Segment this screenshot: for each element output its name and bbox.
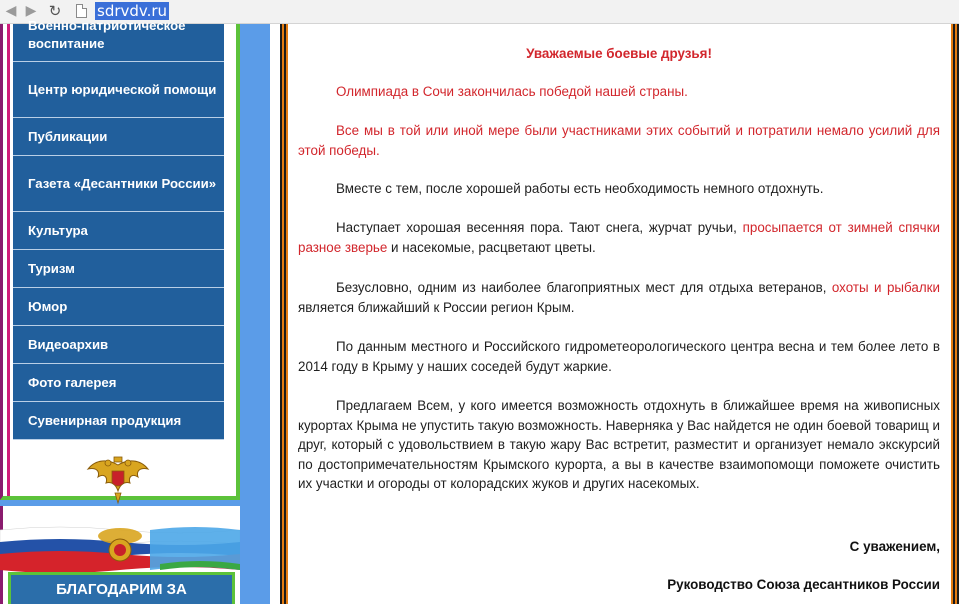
sidebar-item-souvenirs[interactable] bbox=[13, 402, 224, 440]
text-fragment: Наступает хорошая весенняя пора. Тают снега, журчат ручьи, bbox=[336, 220, 743, 235]
signature-author: Руководство Союза десантников России bbox=[667, 577, 940, 592]
airborne-flag-banner bbox=[0, 526, 240, 572]
article-paragraph: Вместе с тем, после хорошей работы есть необходимость немного отдохнуть. bbox=[336, 181, 824, 196]
sidebar-item-culture[interactable] bbox=[13, 212, 224, 250]
article-paragraph: По данным местного и Российского гидрометеорологического центра весна и тем более лето в 2014 году в Крыму у наших соседей будут жаркие. bbox=[298, 339, 940, 374]
sidebar-item-newspaper[interactable] bbox=[13, 156, 224, 212]
sidebar-item-label: Туризм bbox=[28, 260, 75, 276]
sidebar-item-publications[interactable] bbox=[13, 118, 224, 156]
sidebar-item-video-archive[interactable] bbox=[13, 326, 224, 364]
sidebar-item-label: Центр юридической помощи bbox=[28, 81, 217, 97]
sidebar-item-label: Юмор bbox=[28, 298, 68, 314]
article-paragraph: Все мы в той или иной мере были участниками этих событий и потратили немало усилий для этой победы. bbox=[298, 123, 940, 158]
forward-arrow-icon[interactable]: ▶ bbox=[25, 3, 37, 19]
article-paragraph bbox=[298, 218, 940, 257]
sidebar-item-legal-help[interactable] bbox=[13, 62, 224, 118]
address-bar[interactable]: sdrvdv.ru bbox=[97, 2, 168, 20]
back-arrow-icon[interactable]: ◀ bbox=[5, 3, 17, 19]
sidebar-item-military-patriotic[interactable] bbox=[13, 18, 224, 62]
article-paragraph: Предлагаем Всем, у кого имеется возможность отдохнуть в ближайшее время на живописных курортах Крыма не упустить такую возможность. Наверняка у Вас найдется не один боевой товарищ и друг, который с удовольствием в такую жару Вас встретит, разместит и организует немало экскурсий по достопримечательностям Крымского курорта, а вы в качестве взаимопомощи поможете очистить их участки и огороды от колорадских жуков и других насекомых. bbox=[298, 398, 940, 491]
sidebar-item-label: Публикации bbox=[28, 128, 108, 144]
reload-icon[interactable]: ↻ bbox=[48, 2, 62, 20]
sidebar-item-humor[interactable] bbox=[13, 288, 224, 326]
sidebar-item-label: Газета «Десантники России» bbox=[28, 175, 217, 191]
article-paragraph: Олимпиада в Сочи закончилась победой нашей страны. bbox=[336, 84, 688, 99]
text-fragment: и насекомые, расцветают цветы. bbox=[387, 239, 596, 255]
text-fragment: является ближайший к России регион Крым. bbox=[298, 299, 575, 315]
highlighted-text: просыпается от зимней спячки разное зверье bbox=[298, 220, 940, 255]
text-fragment: Безусловно, одним из наиболее благоприятных мест для отдыха ветеранов, bbox=[336, 280, 832, 295]
st-george-ribbon-right bbox=[951, 24, 959, 604]
sidebar-item-label: Сувенирная продукция bbox=[28, 412, 182, 428]
sidebar-item-label: Военно-патриотическое воспитание bbox=[28, 18, 186, 51]
sidebar-item-tourism[interactable] bbox=[13, 250, 224, 288]
sidebar-item-label: Фото галерея bbox=[28, 374, 117, 390]
thanks-banner[interactable]: БЛАГОДАРИМ ЗА bbox=[8, 572, 235, 604]
st-george-ribbon-left bbox=[280, 24, 288, 604]
sidebar-item-label: Видеоархив bbox=[28, 336, 109, 352]
sidebar-item-photo-gallery[interactable] bbox=[13, 364, 224, 402]
eagle-emblem-icon bbox=[86, 455, 150, 505]
sidebar-item-label: Культура bbox=[28, 222, 88, 238]
highlighted-text: охоты и рыбалки bbox=[831, 280, 940, 295]
article-body bbox=[298, 24, 940, 604]
article-greeting: Уважаемые боевые друзья! bbox=[526, 46, 712, 61]
signature-greeting: С уважением, bbox=[849, 539, 940, 554]
article-paragraph bbox=[298, 278, 940, 317]
page-icon bbox=[76, 4, 87, 18]
sidebar-menu bbox=[13, 18, 224, 440]
